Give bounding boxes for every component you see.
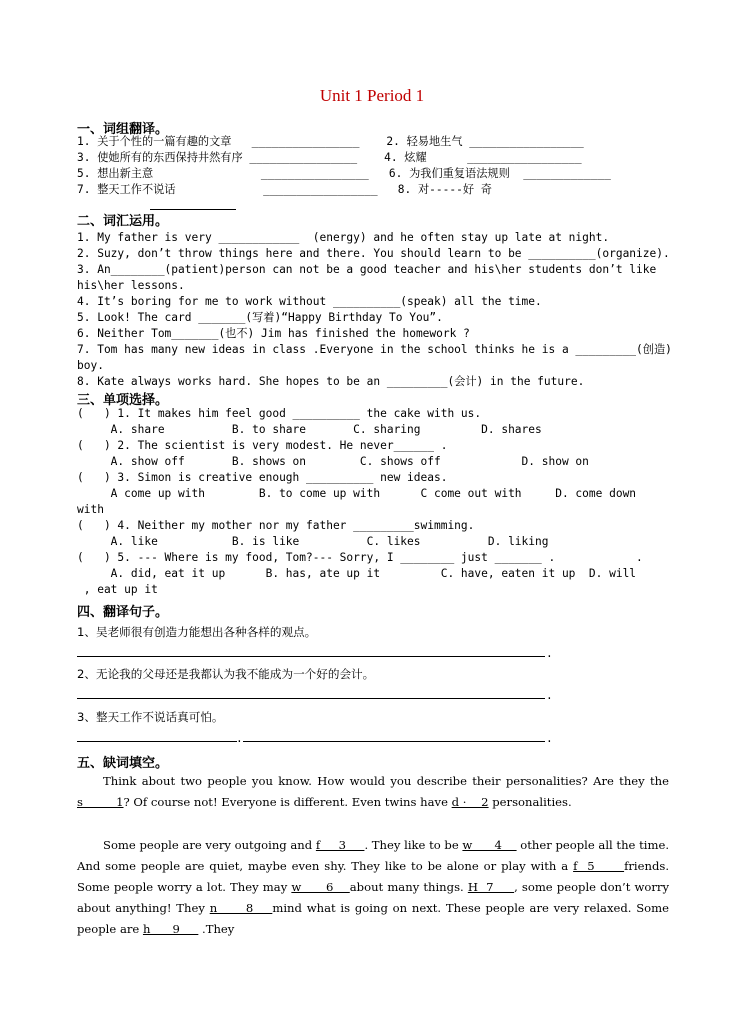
choice-line: A. share B. to share C. sharing D. shares — [77, 423, 542, 436]
cloze-text: personalities. — [488, 795, 572, 809]
translation-item: 3、整天工作不说话真可怕。 — [77, 710, 224, 724]
vocab-line: 4. It’s boring for me to work without __________(speak) all the time. — [77, 295, 542, 308]
vocab-line: boy. — [77, 359, 104, 372]
choice-line: , eat up it — [77, 583, 158, 596]
choice-line: A. like B. is like C. likes D. liking — [77, 535, 549, 548]
answer-line — [77, 698, 545, 699]
cloze-blank-7[interactable]: H 7 — [467, 880, 515, 894]
phrase-line: 3. 使她所有的东西保持井然有序 ________________ 4. 炫耀 _________________ — [77, 151, 582, 164]
section-3-heading: 三、单项选择。 — [77, 393, 169, 408]
cloze-blank-8[interactable]: n 8 — [209, 901, 273, 915]
cloze-paragraph-2 — [77, 835, 669, 940]
vocab-line: 6. Neither Tom_______(也不) Jim has finished the homework ? — [77, 327, 470, 340]
cloze-text: , some people don’t worry about anything! They — [77, 880, 670, 915]
vocab-line: his\her lessons. — [77, 279, 185, 292]
vocab-line: 3. An________(patient)person can not be a good teacher and his\her students don’t like — [77, 263, 657, 276]
vocab-line: 8. Kate always works hard. She hopes to be an _________(会计) in the future. — [77, 375, 585, 388]
cloze-blank-9[interactable]: h 9 — [142, 922, 199, 936]
section-2-heading: 二、词汇运用。 — [77, 214, 169, 229]
section-1-heading: 一、词组翻译。 — [77, 122, 169, 137]
vocab-line: 1. My father is very ____________ (energy) and he often stay up late at night. — [77, 231, 610, 244]
cloze-paragraph-1 — [77, 771, 669, 813]
answer-line — [77, 656, 545, 657]
choice-line: ( ) 2. The scientist is very modest. He never______ . — [77, 439, 448, 452]
cloze-blank-1[interactable]: s 1 — [77, 795, 124, 809]
cloze-blank-5[interactable]: f 5 — [573, 859, 625, 873]
cloze-text: friends. Some people worry a lot. They may — [77, 859, 670, 894]
vocab-line: 7. Tom has many new ideas in class .Everyone in the school thinks he is a _________(创造) — [77, 343, 672, 356]
vocab-line: 5. Look! The card _______(写着)“Happy Birthday To You”. — [77, 311, 443, 324]
answer-line — [77, 741, 237, 742]
phrase-line: 7. 整天工作不说话 _________________ 8. 对-----好 奇 — [77, 183, 492, 196]
answer-period: . — [546, 689, 553, 702]
choice-line: with — [77, 503, 104, 516]
page-title: Unit 1 Period 1 — [319, 86, 425, 105]
translation-item: 1、吴老师很有创造力能想出各种各样的观点。 — [77, 625, 317, 639]
choice-line: ( ) 5. --- Where is my food, Tom?--- Sorry, I ________ just _______ . . — [77, 551, 643, 564]
answer-period: . — [546, 732, 553, 745]
choice-line: ( ) 3. Simon is creative enough __________ new ideas. — [77, 471, 448, 484]
answer-period: . — [546, 647, 553, 660]
vocab-line: 2. Suzy, don’t throw things here and there. You should learn to be __________(organize). — [77, 247, 670, 260]
section-5-heading: 五、缺词填空。 — [77, 756, 169, 771]
answer-period: . — [236, 732, 243, 745]
answer-line — [243, 741, 545, 742]
translation-item: 2、无论我的父母还是我都认为我不能成为一个好的会计。 — [77, 667, 375, 681]
choice-line: ( ) 4. Neither my mother nor my father _________swimming. — [77, 519, 475, 532]
phrase-line: 5. 想出新主意 ________________ 6. 为我们重复语法规则 _____________ — [77, 167, 611, 180]
cloze-blank-6[interactable]: w 6 — [291, 880, 350, 894]
choice-line: ( ) 1. It makes him feel good __________ the cake with us. — [77, 407, 482, 420]
cloze-text: . They like to be — [364, 838, 463, 852]
cloze-text: mind what is going on next. These people are very relaxed. Some people are — [77, 901, 669, 936]
cloze-text: .They — [198, 922, 235, 936]
cloze-text: ? Of course not! Everyone is different. Even twins have — [123, 795, 452, 809]
cloze-text: Some people are very outgoing and — [103, 838, 316, 852]
cloze-blank-2[interactable]: d · 2 — [451, 795, 489, 809]
cloze-text: about many things. — [349, 880, 468, 894]
phrase-line: 1. 关于个性的一篇有趣的文章 ________________ 2. 轻易地生气 _________________ — [77, 135, 584, 148]
answer-line — [150, 209, 236, 210]
cloze-text: Think about two people you know. How would you describe their personalities? Are they the — [103, 774, 669, 788]
choice-line: A. did, eat it up B. has, ate up it C. have, eaten it up D. will — [77, 567, 637, 580]
section-4-heading: 四、翻译句子。 — [77, 605, 169, 620]
cloze-blank-3[interactable]: f 3 — [315, 838, 365, 852]
cloze-text: other people all the time. And some people are quiet, maybe even shy. They like to be alone or play with a — [77, 838, 669, 873]
cloze-blank-4[interactable]: w 4 — [462, 838, 517, 852]
choice-line: A come up with B. to come up with C come out with D. come down — [77, 487, 637, 500]
choice-line: A. show off B. shows on C. shows off D. show on — [77, 455, 589, 468]
